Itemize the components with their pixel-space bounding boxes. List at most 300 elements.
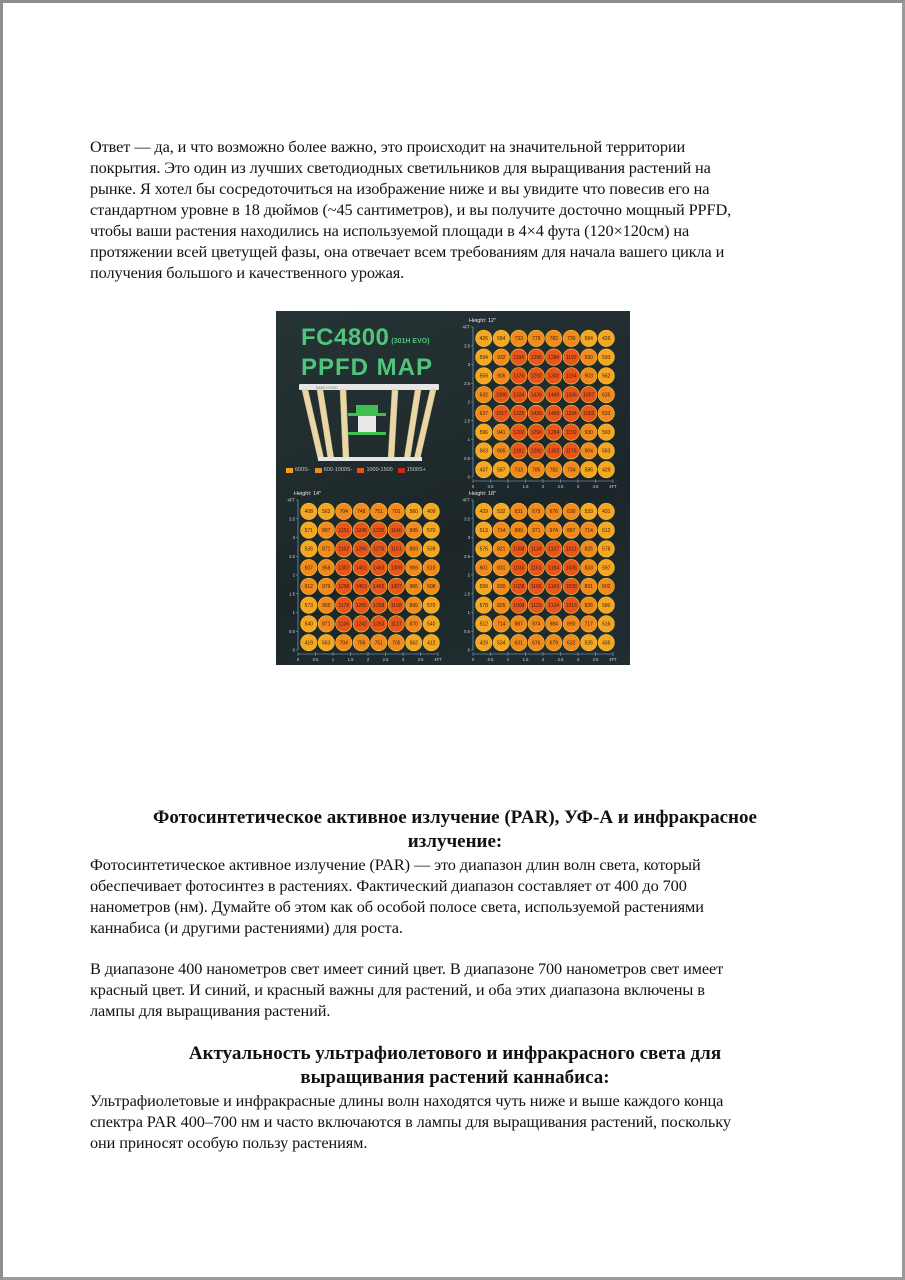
ppfd-value: 1184 [565,373,577,380]
x-tick-label: 1.5 [522,484,529,489]
ppfd-value: 679 [532,509,541,516]
ppfd-value: 599 [479,584,488,591]
ppfd-value: 1176 [513,373,525,380]
ppfd-value: 1166 [530,584,542,591]
ppfd-value: 426 [479,336,488,343]
ppfd-value: 607 [304,565,313,572]
text-line: рынке. Я хотел бы сосредоточиться на изображение ниже и вы увидите что повесив его на [90,179,710,198]
y-tick-label: 2 [467,399,470,405]
ppfd-value: 1151 [338,527,350,534]
x-tick-label: 4FT [434,657,442,662]
ppfd-value: 1242 [355,621,367,628]
ppfd-map-figure [276,311,630,665]
text-line: спектра PAR 400–700 нм и часто включаются в лампы для выращивания растений, поскольку [90,1112,731,1131]
ppfd-value: 532 [497,509,506,516]
ppfd-value: 968 [322,565,331,572]
heading-line: Актуальность ультрафиолетового и инфракрасного света для [188,1043,722,1064]
legend-swatch [286,468,293,473]
ppfd-value: 1202 [513,429,525,436]
ppfd-value: 1253 [373,621,385,628]
y-tick-label: 4FT [462,324,470,330]
ppfd-value: 905 [497,448,506,455]
ppfd-value: 714 [497,621,506,628]
ppfd-value: 562 [322,509,331,516]
text-line: они приносят особую пользу растениям. [90,1133,368,1152]
ppfd-value: 431 [602,509,611,516]
y-tick-label: 0 [467,474,470,480]
ppfd-value: 831 [584,584,593,591]
ppfd-value: 1449 [548,392,560,399]
ppfd-value: 631 [514,509,523,516]
ppfd-value: 596 [479,429,488,436]
x-tick-label: 2 [541,484,545,489]
y-tick-label: 1.5 [464,418,470,424]
ppfd-value: 825 [584,546,593,553]
ppfd-value: 751 [374,509,383,516]
ppfd-value: 704 [339,509,348,516]
ppfd-value: 830 [497,584,506,591]
ppfd-value: 635 [602,392,611,399]
ppfd-value: 1192 [565,354,577,361]
ppfd-value: 748 [357,509,366,516]
ppfd-value: 1007 [583,392,595,399]
ppfd-value: 1033 [565,584,577,591]
legend-swatch [315,468,322,473]
ppfd-value: 563 [322,640,331,647]
section-uv-ir [90,1042,820,1153]
model-variant: (301H EVO) [391,338,430,345]
ppfd-value: 1008 [513,602,525,609]
ppfd-value: 821 [497,546,506,553]
x-tick-label: 0.5 [487,657,494,662]
ppfd-value: 1451 [355,565,367,572]
ppfd-value: 825 [497,602,506,609]
ppfd-value: 586 [584,467,593,474]
ppfd-value: 573 [304,602,313,609]
legend-label: 1500S+ [406,467,426,473]
ppfd-value: 705 [392,640,401,647]
ppfd-value: 408 [304,509,313,516]
ppfd-value: 714 [497,527,506,534]
y-tick-label: 2 [467,572,470,578]
ppfd-value: 612 [304,584,313,591]
x-tick-label: 1 [506,484,510,489]
ppfd-value: 512 [602,527,611,534]
ppfd-value: 905 [322,602,331,609]
figure-title [301,325,433,381]
ppfd-value: 676 [549,509,558,516]
x-tick-label: 2.5 [557,657,564,662]
ppfd-value: 429 [602,467,611,474]
ppfd-value: 580 [602,602,611,609]
ppfd-value: 930 [584,354,593,361]
ppfd-value: 782 [549,467,558,474]
ppfd-value: 1307 [390,584,402,591]
legend-item [398,467,426,473]
ppfd-value: 633 [602,411,611,418]
ppfd-value: 734 [567,467,576,474]
x-tick-label: 4FT [609,657,617,662]
par-paragraph-2 [90,958,820,1021]
ppfd-value: 932 [497,354,506,361]
y-tick-label: 3 [467,362,470,367]
ppfd-value: 1295 [530,354,542,361]
ppfd-value: 1137 [548,546,560,553]
y-tick-label: 0 [292,647,295,653]
ppfd-value: 679 [549,640,558,647]
ppfd-value: 1439 [530,411,542,418]
ppfd-grid-18in [455,488,630,663]
ppfd-value: 535 [584,640,593,647]
ppfd-value: 1164 [548,565,560,572]
ppfd-value: 904 [584,448,593,455]
x-tick-label: 0 [471,657,475,662]
heading-line: излучение: [407,831,503,852]
x-tick-label: 3 [576,484,580,489]
y-tick-label: 1 [292,610,295,615]
y-tick-label: 1 [467,437,470,442]
ppfd-value: 730 [567,336,576,343]
uv-ir-paragraph [90,1090,820,1153]
panel-title: Height: 18" [469,491,497,497]
ppfd-value: 570 [427,602,436,609]
ppfd-value: 576 [479,546,488,553]
ppfd-panel-18in [455,488,630,663]
ppfd-value: 429 [479,509,488,516]
y-tick-label: 3 [467,535,470,540]
ppfd-grid-12in [455,315,630,490]
map-title: PPFD MAP [301,354,434,381]
ppfd-value: 704 [339,640,348,647]
ppfd-value: 974 [532,621,541,628]
ppfd-value: 903 [584,373,593,380]
ppfd-value: 941 [497,429,506,436]
y-tick-label: 1 [467,610,470,615]
ppfd-value: 608 [427,584,436,591]
ppfd-value: 1309 [390,565,402,572]
ppfd-value: 1463 [373,565,385,572]
ppfd-value: 889 [514,527,523,534]
text-line: Фотосинтетическое активное излучение (PAR) — это диапазон длин волн света, который [90,855,701,874]
legend-swatch [398,468,405,473]
ppfd-value: 1325 [513,411,525,418]
y-tick-label: 4FT [462,497,470,503]
x-tick-label: 0 [296,657,300,662]
ppfd-value: 563 [479,448,488,455]
text-line: каннабиса (и другими растениями) для роста. [90,918,403,937]
ppfd-value: 631 [514,640,523,647]
ppfd-value: 782 [549,336,558,343]
x-tick-label: 4FT [609,484,617,489]
ppfd-value: 1192 [565,429,577,436]
ppfd-value: 974 [549,527,558,534]
ppfd-value: 578 [479,602,488,609]
y-tick-label: 4FT [287,497,295,503]
legend-label: 600S- [295,467,310,473]
ppfd-value: 1137 [390,621,402,628]
text-line: красный цвет. И синий, и красный важны для растений, и оба этих диапазона включены в [90,980,705,999]
intro-paragraph [90,136,820,283]
y-tick-label: 2.5 [464,380,470,386]
ppfd-value: 897 [322,527,331,534]
ppfd-value: 601 [479,565,488,572]
ppfd-value: 714 [584,527,593,534]
ppfd-value: 979 [322,584,331,591]
ppfd-value: 409 [427,509,436,516]
ppfd-value: 1292 [530,448,542,455]
legend-item [286,467,310,473]
ppfd-value: 539 [427,546,436,553]
section-par [90,806,820,1021]
ppfd-value: 717 [584,621,593,628]
ppfd-value: 1292 [530,373,542,380]
ppfd-value: 412 [427,640,436,647]
text-line: Ответ — да, и что возможно более важно, это происходит на значительной территории [90,137,686,156]
ppfd-value: 516 [602,621,611,628]
text-line: протяжении всей цветущей фазы, она отвечает всем требованиям для начала вашего цикла и [90,242,725,261]
ppfd-value: 1006 [495,392,507,399]
ppfd-value: 984 [549,621,558,628]
ppfd-value: 426 [602,336,611,343]
ppfd-value: 637 [479,411,488,418]
section-heading-uv-ir [90,1042,820,1090]
ppfd-value: 1245 [355,527,367,534]
ppfd-value: 1266 [355,546,367,553]
ppfd-value: 1035 [565,565,577,572]
y-tick-label: 3.5 [289,516,295,522]
x-tick-label: 0.5 [487,484,494,489]
ppfd-value: 1181 [513,448,525,455]
lamp-brand-label: MARS HYDRO [316,386,338,390]
ppfd-value: 1196 [513,354,525,361]
legend-item [315,467,353,473]
ppfd-value: 871 [322,546,331,553]
ppfd-value: 1013 [565,602,577,609]
ppfd-value: 887 [567,527,576,534]
ppfd-grid-14in [280,488,455,663]
y-tick-label: 2 [292,572,295,578]
text-line: нанометров (нм). Думайте об этом как об особой полосе света, используемой растениями [90,897,704,916]
ppfd-value: 559 [479,373,488,380]
y-tick-label: 0.5 [464,628,470,634]
ppfd-value: 1152 [338,546,350,553]
ppfd-value: 905 [497,373,506,380]
x-tick-label: 2 [541,657,545,662]
legend-label: 1000-1500 [366,467,393,473]
ppfd-value: 1136 [338,621,350,628]
ppfd-value: 751 [374,640,383,647]
x-tick-label: 3.5 [592,484,599,489]
ppfd-panel-14in [280,488,455,663]
ppfd-value: 965 [409,584,418,591]
ppfd-value: 1276 [373,546,385,553]
ppfd-value: 536 [304,546,313,553]
ppfd-value: 1028 [513,584,525,591]
ppfd-value: 1336 [565,392,577,399]
ppfd-value: 826 [584,602,593,609]
ppfd-value: 833 [584,565,593,572]
ppfd-value: 587 [497,467,506,474]
ppfd-value: 1284 [548,429,560,436]
y-tick-label: 3 [292,535,295,540]
ppfd-value: 593 [602,354,611,361]
ppfd-value: 871 [322,621,331,628]
ppfd-value: 1439 [530,392,542,399]
document-body [90,136,820,283]
ppfd-value: 512 [479,621,488,628]
ppfd-value: 540 [427,621,436,628]
ppfd-value: 435 [602,640,611,647]
ppfd-value: 1453 [355,584,367,591]
text-line: лампы для выращивания растений. [90,1001,331,1020]
panel-title: Height: 14" [294,491,322,497]
ppfd-value: 584 [497,336,506,343]
ppfd-value: 534 [497,640,506,647]
x-tick-label: 1 [506,657,510,662]
ppfd-value: 1134 [530,546,542,553]
y-tick-label: 3.5 [464,343,470,349]
y-tick-label: 2.5 [289,553,295,559]
model-name: FC4800 [301,324,390,351]
ppfd-value: 571 [304,527,313,534]
x-tick-label: 1.5 [347,657,354,662]
x-tick-label: 3.5 [592,657,599,662]
ppfd-legend [286,467,426,473]
x-tick-label: 1.5 [522,657,529,662]
ppfd-value: 701 [392,509,401,516]
y-tick-label: 0.5 [464,455,470,461]
ppfd-value: 584 [584,336,593,343]
ppfd-value: 562 [409,640,418,647]
ppfd-value: 1302 [548,448,560,455]
ppfd-value: 895 [409,602,418,609]
y-tick-label: 0.5 [289,628,295,634]
ppfd-value: 1334 [565,411,577,418]
ppfd-value: 429 [479,640,488,647]
heading-line: выращивания растений каннабиса: [300,1067,610,1088]
ppfd-value: 1017 [495,411,507,418]
ppfd-value: 1008 [513,546,525,553]
ppfd-value: 419 [304,640,313,647]
ppfd-value: 602 [602,584,611,591]
ppfd-value: 1169 [548,584,560,591]
ppfd-value: 733 [514,467,523,474]
ppfd-value: 969 [409,565,418,572]
ppfd-value: 632 [479,392,488,399]
ppfd-value: 632 [567,640,576,647]
ppfd-value: 578 [602,546,611,553]
ppfd-value: 1290 [530,429,542,436]
text-line: обеспечивает фотосинтез в растениях. Фактический диапазон составляет от 400 до 700 [90,876,687,895]
ppfd-value: 593 [602,429,611,436]
text-line: покрытия. Это один из лучших светодиодных светильников для выращивания растений на [90,158,711,177]
ppfd-value: 971 [532,527,541,534]
ppfd-panel-12in [455,315,630,490]
ppfd-value: 869 [409,546,418,553]
ppfd-value: 1465 [373,584,385,591]
ppfd-value: 560 [409,509,418,516]
ppfd-value: 733 [514,336,523,343]
ppfd-value: 890 [567,621,576,628]
ppfd-value: 1011 [565,546,577,553]
ppfd-value: 785 [532,467,541,474]
y-tick-label: 0 [467,647,470,653]
section-heading-par [90,806,820,854]
ppfd-value: 597 [602,565,611,572]
ppfd-value: 1299 [338,584,350,591]
text-line: стандартном уровне в 18 дюймов (~45 сантиметров), и вы получите досточно мощный PPFD, [90,200,732,219]
ppfd-value: 895 [409,527,418,534]
y-tick-label: 1.5 [289,591,295,597]
ppfd-value: 1134 [548,602,560,609]
ppfd-value: 831 [497,565,506,572]
ppfd-value: 437 [479,467,488,474]
ppfd-value: 870 [409,621,418,628]
ppfd-value: 1146 [390,527,402,534]
ppfd-value: 570 [427,527,436,534]
x-tick-label: 3 [401,657,405,662]
ppfd-value: 1161 [390,546,402,553]
ppfd-value: 930 [584,429,593,436]
ppfd-value: 1168 [390,602,402,609]
text-line: получения большого и качественного урожая. [90,263,405,282]
y-tick-label: 2.5 [464,553,470,559]
x-tick-label: 3 [576,657,580,662]
ppfd-value: 563 [602,448,611,455]
legend-swatch [357,468,364,473]
ppfd-value: 887 [514,621,523,628]
ppfd-value: 562 [602,373,611,380]
x-tick-label: 2.5 [382,657,389,662]
ppfd-value: 779 [532,336,541,343]
grow-light-illustration [298,383,440,465]
lamp-bottom-bar [318,457,422,461]
x-tick-label: 3.5 [417,657,424,662]
ppfd-value: 1176 [565,448,577,455]
ppfd-value: 1161 [530,565,542,572]
ppfd-value: 610 [427,565,436,572]
ppfd-value: 1033 [513,565,525,572]
ppfd-value: 1450 [548,411,560,418]
text-line: Ультрафиолетовые и инфракрасные длины волн находятся чуть ниже и выше каждого конца [90,1091,724,1110]
ppfd-value: 1235 [373,527,385,534]
ppfd-value: 676 [532,640,541,647]
ppfd-value: 540 [304,621,313,628]
text-line: В диапазоне 400 нанометров свет имеет синий цвет. В диапазоне 700 нанометров свет имеет [90,959,724,978]
ppfd-value: 513 [479,527,488,534]
ppfd-value: 533 [584,509,593,516]
ppfd-value: 1284 [548,354,560,361]
x-tick-label: 2 [366,657,370,662]
legend-label: 600-1000S- [323,467,353,473]
ppfd-value: 1178 [338,602,350,609]
heading-line: Фотосинтетическое активное излучение (PAR), УФ-А и инфракрасное [153,807,757,828]
x-tick-label: 0.5 [312,657,319,662]
panel-title: Height: 12" [469,318,497,324]
ppfd-value: 1003 [583,411,595,418]
ppfd-value: 630 [567,509,576,516]
y-tick-label: 3.5 [464,516,470,522]
ppfd-value: 1334 [513,392,525,399]
ppfd-value: 1129 [530,602,542,609]
ppfd-value: 594 [479,354,488,361]
ppfd-value: 1307 [338,565,350,572]
x-tick-label: 2.5 [557,484,564,489]
x-tick-label: 1 [331,657,335,662]
text-line: чтобы ваши растения находились на используемой площади в 4×4 фута (120×120см) на [90,221,690,240]
ppfd-value: 1258 [373,602,385,609]
legend-item [357,467,392,473]
